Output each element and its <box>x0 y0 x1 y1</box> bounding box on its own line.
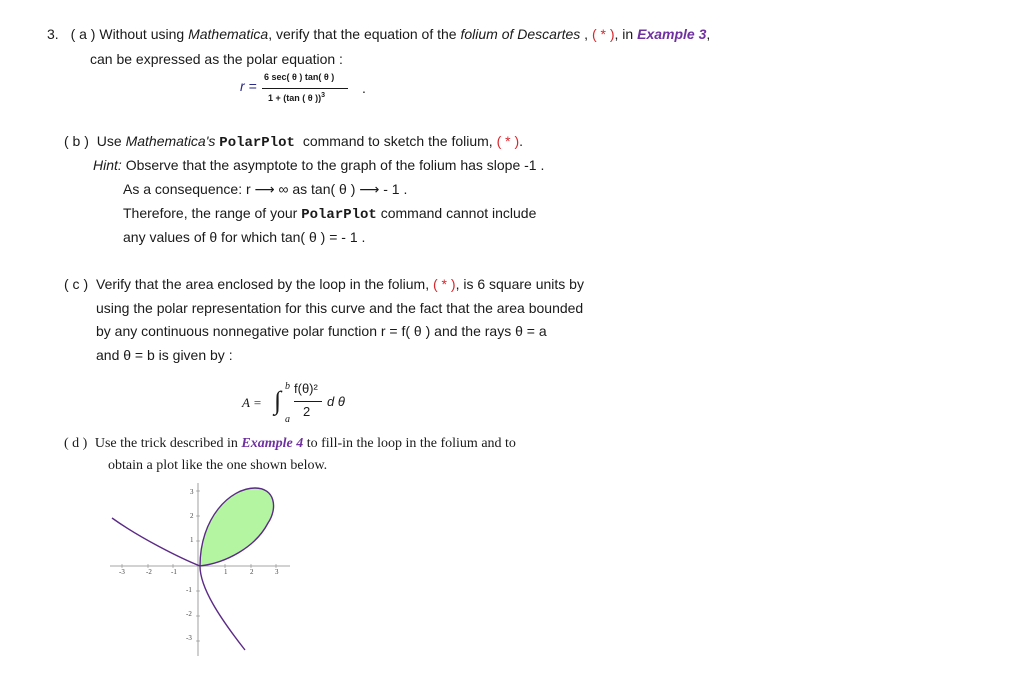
x-tick-label: 1 <box>224 568 228 576</box>
y-tick-label: 3 <box>190 488 194 496</box>
part-a-line1: 3. ( a ) Without using Mathematica, verify that the equation of the folium of Descartes , ( * ), in Example 3, <box>47 26 711 42</box>
y-tick-label: -1 <box>186 586 192 594</box>
part-c-label: ( c ) <box>64 276 89 292</box>
problem-number: 3. <box>47 26 59 42</box>
part-c-line3: by any continuous nonnegative polar function r = f( θ ) and the rays θ = a <box>96 323 547 339</box>
y-tick-label: 1 <box>190 536 194 544</box>
x-tick-label: -3 <box>119 568 125 576</box>
part-a-line2: can be expressed as the polar equation : <box>90 51 343 67</box>
y-tick-label: -3 <box>186 634 192 642</box>
part-b-hint: Hint: Observe that the asymptote to the graph of the folium has slope -1 . <box>93 157 545 173</box>
integral-sign: ∫ <box>274 386 282 415</box>
y-tick-label: -2 <box>186 610 192 618</box>
part-b-line5: any values of θ for which tan( θ ) = - 1 . <box>123 229 366 245</box>
part-b-line1: ( b ) Use Mathematica's PolarPlot command to sketch the folium, ( * ). <box>64 133 524 151</box>
x-tick-label: 3 <box>275 568 279 576</box>
x-tick-label: -1 <box>171 568 177 576</box>
part-a-label: ( a ) <box>70 26 96 42</box>
part-d-label: ( d ) <box>64 436 88 451</box>
part-d-line2: obtain a plot like the one shown below. <box>108 458 328 473</box>
folium-plot <box>100 478 320 658</box>
part-c-line1: ( c ) Verify that the area enclosed by the loop in the folium, ( * ), is 6 square units by <box>64 276 584 292</box>
polarplot-command: PolarPlot <box>219 135 295 151</box>
equation-numerator: 6 sec( θ ) tan( θ ) <box>264 72 335 82</box>
part-b-line3: As a consequence: r ⟶ ∞ as tan( θ ) ⟶ - 1 . <box>123 181 408 197</box>
part-b-line4: Therefore, the range of your PolarPlot command cannot include <box>123 205 537 223</box>
part-d-line1: ( d ) Use the trick described in Example 4 to fill-in the loop in the folium and to <box>64 436 516 451</box>
part-c-line4: and θ = b is given by : <box>96 347 233 363</box>
x-tick-label: -2 <box>146 568 152 576</box>
part-c-line2: using the polar representation for this curve and the fact that the area bounded <box>96 300 584 316</box>
example-4-link: Example 4 <box>241 436 304 451</box>
equation-reference: ( * ) <box>591 26 615 42</box>
x-tick-label: 2 <box>250 568 254 576</box>
example-3-link: Example 3 <box>637 26 707 42</box>
y-tick-label: 2 <box>190 512 194 520</box>
equation-denominator: 1 + (tan ( θ ))$^3$ <box>268 92 326 103</box>
part-b-label: ( b ) <box>64 133 89 149</box>
